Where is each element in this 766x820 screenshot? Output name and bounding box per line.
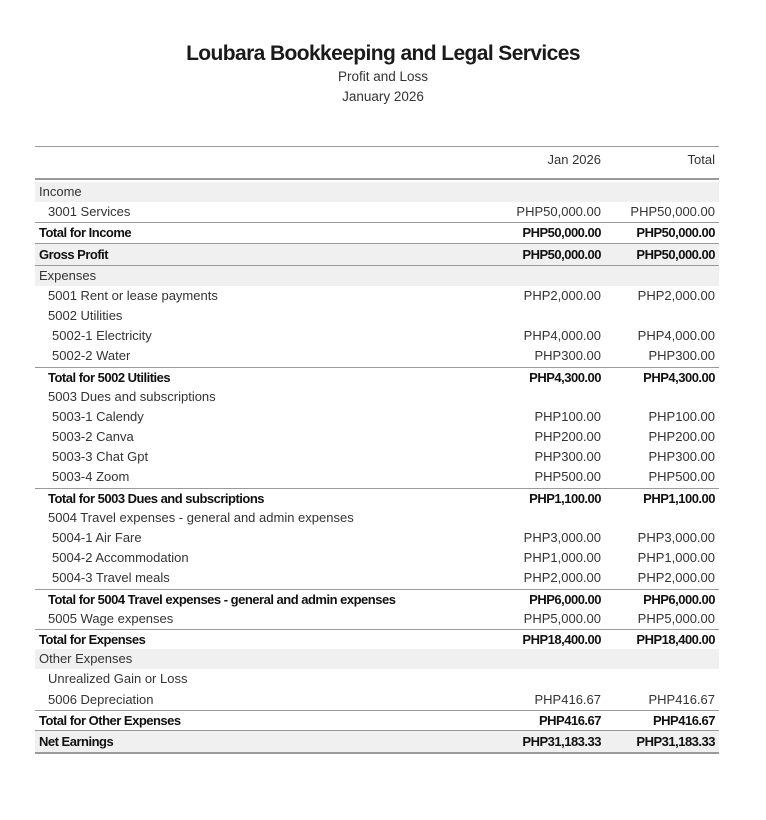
row-label: 5006 Depreciation (48, 691, 154, 707)
row-label: Total for 5002 Utilities (48, 369, 171, 385)
row-value-total: PHP3,000.00 (637, 530, 715, 545)
row-label: 5004 Travel expenses - general and admin expenses (48, 509, 354, 525)
total-other-expenses-row (35, 710, 719, 730)
row-label: 5005 Wage expenses (48, 610, 174, 626)
row-label: Total for 5003 Dues and subscriptions (48, 490, 265, 506)
row-value-jan: PHP5,000.00 (523, 610, 601, 626)
row-label: 5003-1 Calendy (52, 408, 144, 424)
row-value-total: PHP4,000.00 (637, 328, 715, 344)
account-row-5004-3 (35, 568, 719, 588)
row-value-jan: PHP200.00 (534, 429, 601, 445)
row-value-total: PHP300.00 (648, 348, 715, 364)
row-value-jan: PHP50,000.00 (522, 225, 601, 241)
row-value-total: PHP416.67 (648, 691, 715, 707)
row-value-jan: PHP50,000.00 (522, 246, 601, 262)
group-row-5004 (35, 508, 719, 528)
row-label: Total for 5004 Travel expenses - general and admin expenses (48, 591, 396, 607)
row-value-jan: PHP2,000.00 (523, 570, 601, 586)
row-label: 5004-2 Accommodation (52, 550, 189, 566)
row-value-total: PHP50,000.00 (636, 246, 715, 262)
section-income (35, 182, 719, 202)
row-label: 3001 Services (48, 204, 131, 220)
row-label: Total for Income (39, 225, 132, 241)
row-value-jan: PHP1,100.00 (529, 490, 601, 506)
row-label: 5003-2 Canva (52, 429, 134, 445)
row-value-jan: PHP31,183.33 (522, 733, 601, 749)
group-row-unrealized (35, 669, 719, 689)
row-value-jan: PHP300.00 (534, 449, 601, 465)
row-value-total: PHP416.67 (653, 712, 715, 728)
account-row-5003-4 (35, 467, 719, 487)
column-header-row (35, 146, 719, 180)
row-value-total: PHP2,000.00 (637, 287, 715, 303)
row-value-jan: PHP500.00 (534, 469, 601, 485)
company-name: Loubara Bookkeeping and Legal Services (186, 42, 580, 65)
row-value-jan: PHP2,000.00 (523, 287, 601, 303)
row-label: Expenses (39, 267, 97, 283)
group-row-5002 (35, 306, 719, 326)
total-5002-row (35, 367, 719, 387)
row-label: 5002-2 Water (52, 348, 131, 364)
row-label: 5001 Rent or lease payments (48, 287, 218, 303)
net-earnings-row (35, 730, 719, 754)
row-value-total: PHP1,000.00 (637, 550, 715, 566)
row-label: 5003-4 Zoom (52, 469, 130, 485)
row-value-jan: PHP18,400.00 (522, 631, 601, 647)
section-expenses (35, 266, 719, 286)
row-value-total: PHP100.00 (648, 408, 715, 424)
row-value-total: PHP2,000.00 (637, 570, 715, 586)
row-label: Unrealized Gain or Loss (48, 671, 188, 687)
profit-loss-table (35, 146, 719, 754)
row-value-total: PHP50,000.00 (636, 225, 715, 241)
account-row-5004-1 (35, 528, 719, 548)
row-label: Total for Expenses (39, 631, 146, 647)
row-value-jan: PHP4,000.00 (523, 328, 601, 344)
row-label: 5002-1 Electricity (52, 328, 152, 344)
total-income-row (35, 222, 719, 242)
group-row-5003 (35, 387, 719, 407)
row-value-total: PHP31,183.33 (636, 733, 715, 749)
account-row-5003-3 (35, 447, 719, 467)
section-other-expenses (35, 649, 719, 669)
account-row-5003-1 (35, 407, 719, 427)
report-title: Profit and Loss (337, 69, 429, 84)
row-value-jan: PHP6,000.00 (529, 591, 601, 607)
row-value-jan: PHP50,000.00 (516, 204, 601, 220)
row-label: 5004-3 Travel meals (52, 570, 170, 586)
row-value-total: PHP5,000.00 (637, 610, 715, 626)
row-value-total: PHP6,000.00 (643, 591, 715, 607)
row-value-jan: PHP416.67 (539, 712, 601, 728)
row-value-jan: PHP4,300.00 (529, 369, 601, 385)
row-value-total: PHP50,000.00 (630, 204, 715, 220)
total-5004-row (35, 589, 719, 609)
account-row-5004-2 (35, 548, 719, 568)
account-row-5002-1 (35, 326, 719, 346)
account-row-5002-2 (35, 346, 719, 366)
row-value-total: PHP200.00 (648, 429, 715, 445)
column-header-total: Total (687, 152, 715, 167)
report-period: January 2026 (342, 89, 424, 104)
row-value-total: PHP300.00 (648, 449, 715, 465)
row-value-total: PHP1,100.00 (643, 490, 715, 506)
row-label: Other Expenses (39, 651, 133, 667)
row-value-total: PHP4,300.00 (643, 369, 715, 385)
row-value-total: PHP500.00 (648, 469, 715, 485)
row-label: Net Earnings (39, 733, 114, 749)
account-row-3001 (35, 202, 719, 222)
row-value-jan: PHP300.00 (534, 348, 601, 364)
row-value-jan: PHP100.00 (534, 408, 601, 424)
row-label: 5002 Utilities (48, 307, 123, 323)
row-label: 5004-1 Air Fare (52, 530, 142, 545)
row-label: Gross Profit (39, 246, 109, 262)
account-row-5005 (35, 609, 719, 629)
total-5003-row (35, 488, 719, 508)
row-label: Income (39, 184, 82, 199)
row-label: Total for Other Expenses (39, 712, 181, 728)
gross-profit-row (35, 243, 719, 266)
account-row-5001 (35, 286, 719, 306)
row-value-jan: PHP416.67 (534, 691, 601, 707)
total-expenses-row (35, 629, 719, 649)
row-label: 5003-3 Chat Gpt (52, 449, 149, 465)
column-header-jan: Jan 2026 (547, 152, 601, 167)
row-value-jan: PHP3,000.00 (523, 530, 601, 545)
account-row-5003-2 (35, 427, 719, 447)
row-value-total: PHP18,400.00 (636, 631, 715, 647)
row-value-jan: PHP1,000.00 (523, 550, 601, 566)
account-row-5006 (35, 690, 719, 710)
row-label: 5003 Dues and subscriptions (48, 388, 216, 404)
